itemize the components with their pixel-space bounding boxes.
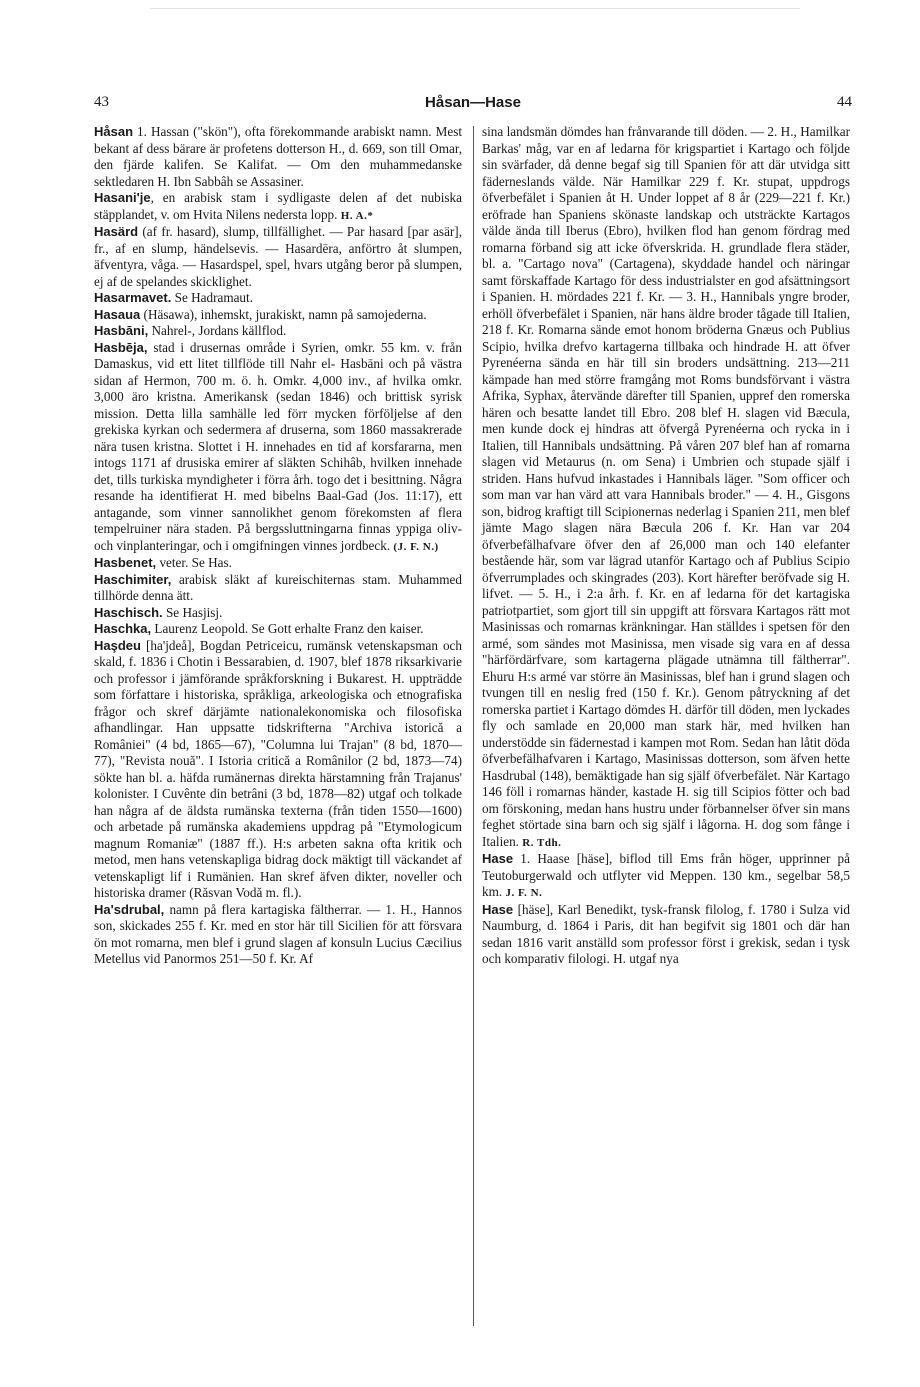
entry-headword: Hasbenet, — [94, 555, 157, 570]
running-head: Håsan—Hase — [425, 94, 521, 111]
entry-hasdrubal — [94, 902, 462, 968]
entry-hase-river — [482, 851, 850, 902]
entry-hasard — [94, 224, 462, 290]
column-divider — [473, 126, 474, 1326]
entry-hase-karl — [482, 902, 850, 968]
left-column — [94, 124, 462, 968]
entry-text: stad i drusernas område i Syrien, omkr. 55 km. v. från Damaskus, vid ett litet tillflöde till Nahr el- Hasbāni och på västra sidan af Hermon, 700 m. ö. h. Omkr. 4,000 inv., af hvilka omkr. 3,000 äro kristna. Amerikansk (sedan 1846) och brittisk syrisk mission. Detta lilla samhälle led förr mycken förföljelse af den grekiska kyrkan och sedermera af druserna, som 1860 massakrerade nära tusen kristna. Slottet i H. innehades en tid af korsfararna, men intogs 1171 af drusiska emirer af släkten Schihâb, hvilken innehade det, tills turkiska myndigheter i förra årh. togo det i besittning. Några resande ha identifierat H. med bibelns Baal-Gad (Jos. 11:17), ett antagande, som vinner sannolikhet genom förekomsten af flera tempelruiner nära staden. På bergssluttningarna finnas yppiga oliv- och vinplanteringar, och i omgifningen vinnes jordbeck. — [94, 339, 462, 553]
entry-text: (Häsawa), inhemskt, jurakiskt, namn på samojederna. — [140, 306, 427, 322]
entry-headword: Ha'sdrubal, — [94, 901, 165, 917]
entry-headword: Håsan — [94, 124, 134, 139]
entry-text: [häse], Karl Benedikt, tysk-fransk filolog, f. 1780 i Sulza vid Naumburg, d. 1864 i Paris, dit han begifvit sig 1801 och där han sedan 1816 varit anställd som professor först i grekisk, sedan i tysk och komparativ filologi. H. utgaf nya — [482, 901, 850, 966]
entry-text: Se Hasjisj. — [162, 604, 223, 620]
entry-headword: Hase — [482, 851, 514, 866]
entry-hasbeja — [94, 340, 462, 556]
entry-headword: Haşdeu — [94, 637, 141, 653]
entry-headword: Hasani'je — [94, 190, 151, 205]
entry-hasdeu — [94, 638, 462, 902]
author-signature: J. F. N. — [505, 887, 543, 899]
entry-hasanije — [94, 190, 462, 224]
entry-text: 1. Haase [häse], biflod till Ems från höger, upprinner på Teutoburgerwald och utflyter vid Meppen. 130 km., segelbar 58,5 km. — [482, 851, 850, 899]
author-signature: R. Tdh. — [522, 836, 562, 849]
entry-text: veter. Se Has. — [156, 555, 232, 570]
entry-headword: Haschimiter, — [94, 571, 172, 587]
entry-text: Nahrel-, Jordans källflod. — [148, 323, 287, 338]
page-header — [94, 94, 852, 118]
entry-hasarmavet — [94, 290, 462, 307]
entry-headword: Hase — [482, 901, 514, 917]
entry-text: arabisk släkt af kureischiternas stam. Muhammed tillhörde denna ätt. — [94, 571, 462, 603]
entry-hasaua — [94, 307, 462, 324]
entry-headword: Haschisch. — [94, 604, 163, 620]
entry-text: (af fr. hasard), slump, tillfällighet. — Par hasard [par asär], fr., af en slump, händelsevis. — Hasardēra, anförtro åt slumpen, äfventyra, våga. — Hasardspel, spel, hvars utgång beror på slumpen, ej af de spelandes skicklighet. — [94, 224, 462, 289]
entry-haschimiter — [94, 572, 462, 605]
entry-text: Laurenz Leopold. Se Gott erhalte Franz den kaiser. — [151, 621, 424, 636]
page-number-left: 43 — [94, 94, 109, 110]
scan-edge-line — [150, 8, 800, 9]
entry-haschisch — [94, 605, 462, 622]
entry-hasan — [94, 124, 462, 190]
entry-text: , en arabisk stam i sydligaste delen af det nubiska stäpplandet, v. om Hvita Nilens nedersta lopp. — [94, 190, 462, 222]
entry-hasbenet — [94, 555, 462, 572]
entry-headword: Hasarmavet. — [94, 290, 172, 305]
page-number-right: 44 — [837, 94, 852, 110]
entry-hasdrubal-continued — [482, 124, 850, 851]
author-signature: H. A.* — [340, 209, 374, 222]
entry-text: Se Hadramaut. — [171, 290, 253, 305]
entry-haschka — [94, 621, 462, 638]
entry-hasbani — [94, 323, 462, 340]
entry-text: [ha'jdeå], Bogdan Petriceicu, rumänsk vetenskapsman och skald, f. 1836 i Chotin i Bessarabien, d. 1907, blef 1878 riksarkivarie och professor i jämförande språkforskning i Bukarest. H. uppträdde som författare i historiska, språkliga, arkeologiska och etnografiska frågor och skref därjämte nationalekonomiska och filosofiska afhandlingar. Han uppsatte tidskrifterna "Archiva istorică a României" (4 bd, 1865—67), "Columna lui Trajan" (8 bd, 1870—77), "Revista nouă". I Istoria critică a Românilor (2 bd, 1873—74) sökte han bl. a. häfda rumänernas direkta härstamning från Trajanus' kolonister. I Cuvênte din betrâni (3 bd, 1878—82) utgaf och tolkade han några af de äldsta rumänska texterna (från tiden 1550—1600) och arbetade på rumänska akademiens uppdrag på "Etymologicum magnum Romaniæ" (1887 ff.). H:s arbeten sakna ofta kritik och metod, men hans vetenskapliga bidrag dock mäktigt till väckandet af vetenskapligt lif i Rumänien. Han skref äfven dikter, noveller och historiska dramer (Răsvan Vodă m. fl.). — [94, 637, 462, 900]
entry-headword: Haschka, — [94, 621, 152, 636]
entry-headword: Hasärd — [94, 224, 139, 239]
entry-text: 1. Hassan ("skön"), ofta förekommande arabiskt namn. Mest bekant af dess bärare är profetens dotterson H., d. 669, son till Omar, den fjärde kalifen. Se Kalifat. — Om den muhammedanske sektledaren H. Ibn Sabbâh se Assasiner. — [94, 124, 462, 189]
right-column — [482, 124, 850, 968]
author-signature: (J. F. N.) — [393, 540, 439, 553]
entry-headword: Hasbāni, — [94, 323, 149, 338]
entry-text: namn på flera kartagiska fältherrar. — 1. H., Hannos son, skickades 255 f. Kr. med en stor här till Sicilien för att försvara ön mot romarna, men blef i grund slagen af konsuln Lucius Cæcilius Metellus vid Panormos 251—50 f. Kr. Af — [94, 901, 462, 966]
entry-headword: Hasaua — [94, 306, 141, 322]
entry-text: sina landsmän dömdes han frånvarande till döden. — 2. H., Hamilkar Barkas' måg, var en af ledarna för krigspartiet i Kartago och följde sin svärfader, då denne begaf sig till Spanien för att där utvidga sitt fäderneslands välde. När Hamilkar 229 f. Kr. stupat, uppdrogs öfverbefälet i Spanien åt H. Under loppet af 8 år (229—221 f. Kr.) eröfrade han Spaniens skönaste landskap och utsträckte Kartagos välde ända till Iberus (Ebro), hvilken flod han genom fördrag med romarna förband sig att icke öfverskrida. H. grundlade flera städer, bl. a. "Cartago nova" (Cartagena), skyddade handel och näringar samt förskaffade Kartago för dess industrialster en god afsättningsort i Spanien. H. mördades 221 f. Kr. — 3. H., Hannibals yngre broder, erhöll öfverbefälet i Spanien, när hans äldre broder tågade till Italien, 218 f. Kr. Romarna sände emot honom bröderna Gnæus och Publius Scipio, hvilka drefvo kartagerna tillbaka och hindrade H. att öfver Pyrenéerna sända en här till sin broders undsättning. 213—211 kämpade han med större framgång mot Roms bundsförvant i västra Afrika, Syphax, återvände därefter till Spanien, uppref den romerska hären och besatte landet till Ebro. 208 blef H. slagen vid Bæcula, men kunde dock ej hindras att öfvergå Pyrenéerna och rycka in i Italien, till Hannibals undsättning. På våren 207 blef han af romarna slagen vid Metaurus (n. om Sena) i Umbrien och stupade själf i striden. Hans hufvud inkastades i Hannibals läger. "Som officer och som man var han värd att vara Hannibals broder." — 4. H., Gisgons son, bidrog kraftigt till Scipionernas nederlag i Spanien 211, men blef jämte Mago slagen nära Bæcula 206 f. Kr. Han var 204 öfverbefälhafvare öfver den af 26,000 man och 140 elefanter bestående här, som var lägrad utanför Kartago och af Publius Scipio öfverrumplades och skingrades (203). Kort härefter beröfvade sig H. lifvet. — 5. H., i 2:a årh. f. Kr. en af ledarna för det kartagiska patriotpartiet, som gjort till sin uppgift att försvara Kartagos rätt mot Masinissas och romarnas kränkningar. Han ställdes i spetsen för den armé, som sändes mot Masinissa, men visade sig vara en af dessa "härfördärfvare, som kartagerna plägade utnämna till fältherrar". Ehuru H:s armé var större än Masinissas, blef han i grund slagen och tvungen till en neslig fred (150 f. Kr.). Genom påtryckning af det romerska partiet i Kartago dömdes H. därför till döden, men lyckades fly och samlade en 20,000 man stark här, med hvilken han understödde sin fädernestad i kampen mot Rom. Sedan han låtit döda öfverbefälhafvaren i Kartago, Masinissas dotterson, som äfven hette Hasdrubal (148), bemäktigade han sig själf öfverbefälet. När Kartago 146 föll i romarnas händer, kastade H. sig till Scipios fötter och bad om förskoning, medan hans hustru under förbannelser öfver sin mans feghet störtade sina barn och sig själf i lågorna. H. dog som fånge i Italien. — [482, 124, 850, 849]
entry-headword: Hasbēja, — [94, 339, 148, 355]
